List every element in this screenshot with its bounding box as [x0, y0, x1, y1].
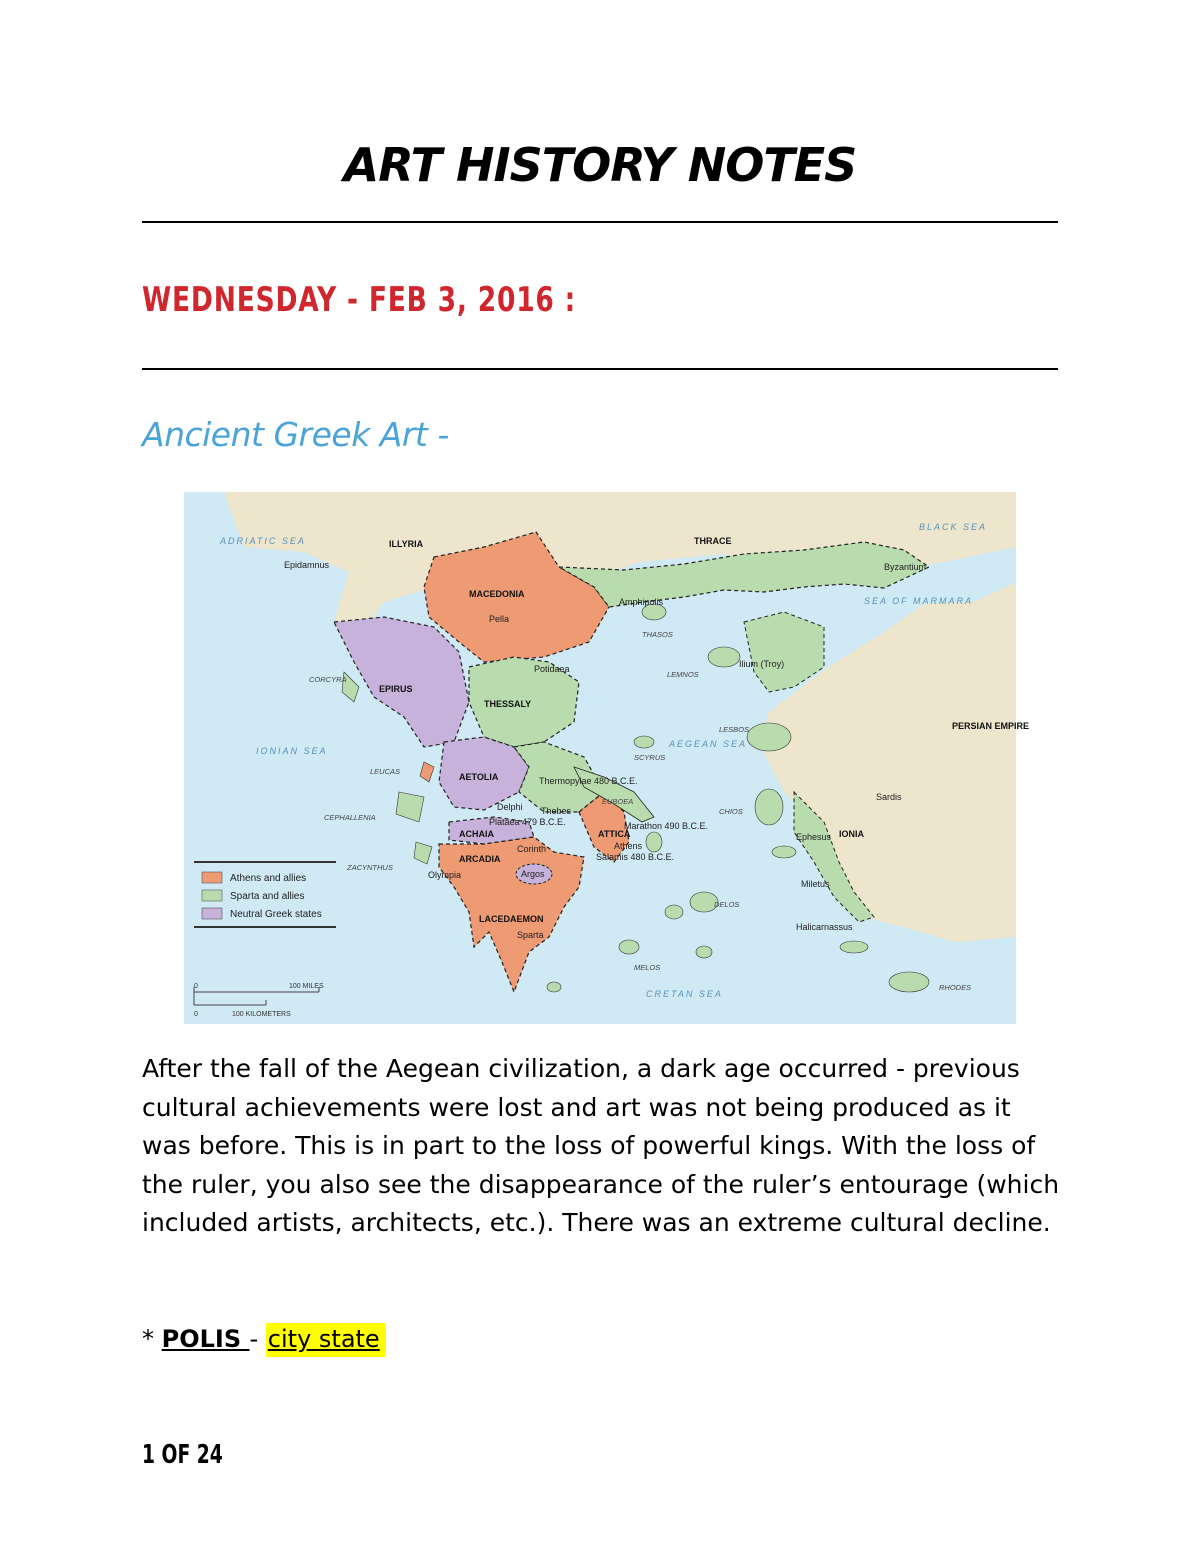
map-city-miletus: Miletus: [801, 879, 830, 889]
map-label-black-sea: BLACK SEA: [919, 522, 988, 532]
polis-separator: -: [249, 1325, 266, 1353]
greece-map: [184, 492, 1030, 1024]
title-divider: [142, 221, 1058, 223]
map-city-sparta: Sparta: [517, 930, 544, 940]
map-city-corinth: Corinth: [517, 844, 547, 854]
map-label-persian-empire: PERSIAN EMPIRE: [952, 721, 1030, 731]
map-city-athens: Athens: [614, 841, 643, 851]
map-island-chios: [755, 789, 783, 825]
map-city-potidaea: Potidaea: [534, 664, 570, 674]
map-island-rhodes: [889, 972, 929, 992]
map-island-label-leucas: LEUCAS: [370, 767, 401, 776]
map-city-ephesus: Ephesus: [796, 832, 832, 842]
legend-swatch-athens: [202, 872, 222, 883]
map-city-marathon: Marathon 490 B.C.E.: [624, 821, 709, 831]
map-city-olympia: Olympia: [428, 870, 462, 880]
map-label-adriatic-sea: ADRIATIC SEA: [220, 536, 306, 546]
legend-swatch-sparta: [202, 890, 222, 901]
map-label-aegean-sea: AEGEAN SEA: [669, 739, 748, 749]
map-city-plataea: Plataea 479 B.C.E.: [489, 817, 566, 827]
section-heading: Ancient Greek Art -: [142, 415, 449, 454]
map-island-label-chios: CHIOS: [719, 807, 743, 816]
map-island-label-lemnos: LEMNOS: [667, 670, 699, 679]
map-city-thebes: Thebes: [541, 806, 572, 816]
map-label-achaia: ACHAIA: [459, 829, 494, 839]
map-city-salamis: Salamis 480 B.C.E.: [596, 852, 675, 862]
map-island-label-scyrus: SCYRUS: [634, 753, 666, 762]
map-city-ilium: Ilium (Troy): [739, 659, 785, 669]
map-island-label-delos: DELOS: [714, 900, 740, 909]
map-island-label-cephallenia: CEPHALLENIA: [324, 813, 376, 822]
legend-swatch-neutral: [202, 908, 222, 919]
polis-bullet: *: [142, 1325, 162, 1353]
map-label-illyria: ILLYRIA: [389, 539, 424, 549]
polis-definition-highlight: city state: [266, 1323, 386, 1357]
map-label-aetolia: AETOLIA: [459, 772, 499, 782]
map-label-cretan-sea: CRETAN SEA: [646, 989, 723, 999]
map-label-sea-of-marmara: SEA OF MARMARA: [864, 596, 974, 606]
map-island-label-corcyra: CORCYRA: [309, 675, 347, 684]
body-paragraph: After the fall of the Aegean civilization, a dark age occurred - previous cultural achievements were lost and art was not being produced as it was before. This is in part to the loss of powerful kings. With the loss of the ruler, you also see the disappearance of the ruler’s entourage (which included artists, architects, etc.). There was an extreme cultural decline.: [142, 1054, 1060, 1237]
map-island-label-thasos: THASOS: [642, 630, 673, 639]
map-label-thessaly: THESSALY: [484, 699, 532, 709]
svg-text:0: 0: [194, 983, 198, 990]
map-island-kos: [840, 941, 868, 953]
legend-label-athens: Athens and allies: [230, 873, 307, 884]
map-label-macedonia: MACEDONIA: [469, 589, 525, 599]
map-island-thera: [696, 946, 712, 958]
map-island-label-rhodes: RHODES: [939, 983, 972, 992]
map-island-label-melos: MELOS: [634, 963, 661, 972]
map-island-lemnos: [708, 647, 740, 667]
legend-label-neutral: Neutral Greek states: [230, 909, 322, 920]
map-label-epirus: EPIRUS: [379, 684, 413, 694]
map-island-label-zacynthus: ZACYNTHUS: [347, 863, 393, 872]
svg-text:100 KILOMETERS: 100 KILOMETERS: [232, 1011, 291, 1018]
polis-definition: [142, 1325, 386, 1353]
entry-date-heading: WEDNESDAY - FEB 3, 2016 :: [142, 280, 577, 320]
map-city-byzantium: Byzantium: [884, 562, 927, 572]
map-city-amphipolis: Amphipolis: [619, 597, 664, 607]
date-divider: [142, 368, 1058, 370]
map-label-lacedaemon: LACEDAEMON: [479, 914, 544, 924]
map-island-scyrus: [634, 736, 654, 748]
map-label-ionian-sea: IONIAN SEA: [256, 746, 328, 756]
map-label-ionia: IONIA: [839, 829, 865, 839]
map-city-epidamnus: Epidamnus: [284, 560, 330, 570]
map-island-paros: [665, 905, 683, 919]
map-city-halicarnassus: Halicarnassus: [796, 922, 853, 932]
map-label-arcadia: ARCADIA: [459, 854, 501, 864]
map-island-andros: [646, 832, 662, 852]
map-city-sardis: Sardis: [876, 792, 902, 802]
map-label-thrace: THRACE: [694, 536, 732, 546]
map-city-pella: Pella: [489, 614, 510, 624]
page-number: 1 OF 24: [142, 1440, 223, 1470]
map-island-label-euboea: EUBOEA: [602, 797, 634, 806]
svg-text:100 MILES: 100 MILES: [289, 983, 324, 990]
svg-text:0: 0: [194, 1011, 198, 1018]
map-island-lesbos: [747, 723, 791, 751]
page-title: ART HISTORY NOTES: [343, 138, 857, 192]
legend-label-sparta: Sparta and allies: [230, 891, 305, 902]
map-city-argos: Argos: [521, 869, 545, 879]
polis-term: POLIS: [161, 1325, 250, 1353]
map-label-attica: ATTICA: [598, 829, 631, 839]
map-city-delphi: Delphi: [497, 802, 523, 812]
map-island-label-lesbos: LESBOS: [719, 725, 750, 734]
map-island-melos: [619, 940, 639, 954]
map-island-kythera: [547, 982, 561, 992]
map-city-thermopylae: Thermopylae 480 B.C.E.: [539, 776, 638, 786]
map-island-samos: [772, 846, 796, 858]
